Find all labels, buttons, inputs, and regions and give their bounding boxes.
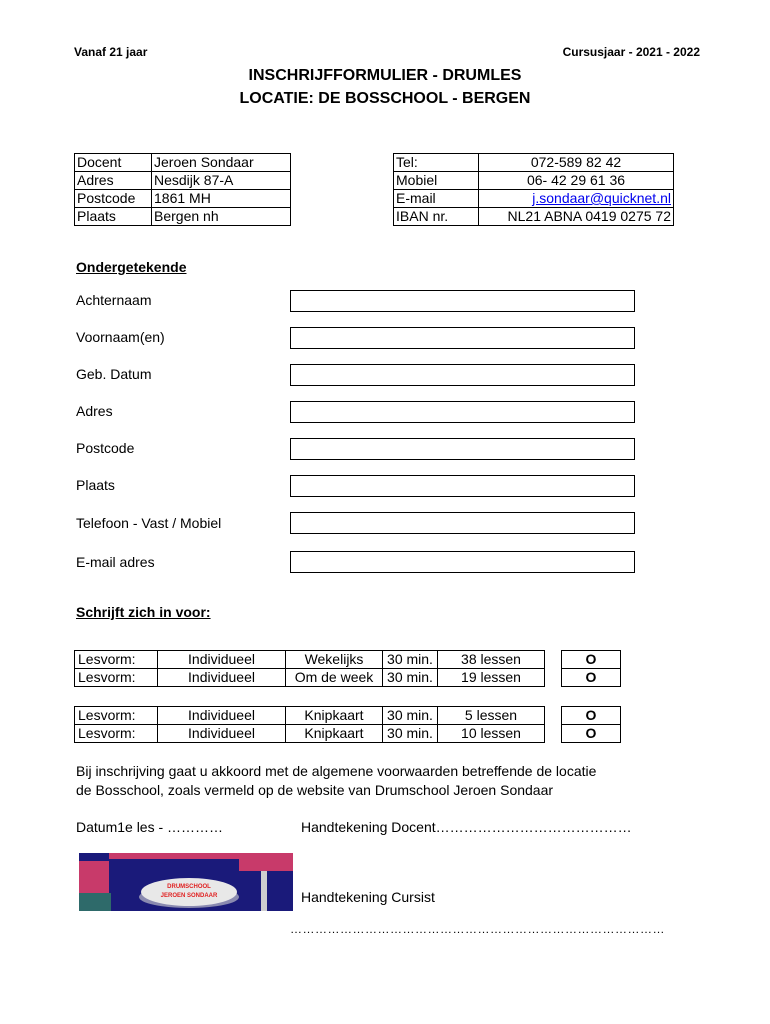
drumschool-logo <box>79 853 293 911</box>
email-input[interactable] <box>290 551 635 573</box>
logo-text-1: DRUMSCHOOL <box>167 884 211 890</box>
signee-heading: Ondergetekende <box>76 259 187 275</box>
lesson-count: 38 lessen <box>438 651 545 669</box>
field-label-plaats: Plaats <box>76 477 115 493</box>
first-lesson-date: Datum1e les - ………… <box>76 819 224 835</box>
lesson-table-weekly <box>74 650 621 687</box>
lesson-choice-option[interactable]: O <box>562 725 621 743</box>
course-year: Cursusjaar - 2021 - 2022 <box>562 45 700 59</box>
phone-input[interactable] <box>290 512 635 534</box>
contact-value: NL21 ABNA 0419 0275 72 <box>479 208 674 226</box>
page-subtitle: LOCATIE: DE BOSSCHOOL - BERGEN <box>239 90 531 107</box>
lesson-duration: 30 min. <box>383 669 438 687</box>
contact-info-table <box>393 153 674 226</box>
contact-row <box>394 208 674 226</box>
lesson-count: 19 lessen <box>438 669 545 687</box>
teacher-row <box>75 154 291 172</box>
contact-label: Mobiel <box>394 172 479 190</box>
contact-value: 072-589 82 42 <box>479 154 674 172</box>
lesson-row <box>75 707 621 725</box>
lesson-row <box>75 651 621 669</box>
logo-image <box>79 853 293 911</box>
voornaam-input[interactable] <box>290 327 635 349</box>
logo-text-2: JEROEN SONDAAR <box>160 893 218 899</box>
student-signature-line: ……………………………………………………………………………… <box>290 922 665 936</box>
lesson-row <box>75 669 621 687</box>
teacher-label: Plaats <box>75 208 152 226</box>
lesson-frequency: Om de week <box>286 669 383 687</box>
lesvorm-label: Lesvorm: <box>75 707 158 725</box>
page-title: INSCHRIJFFORMULIER - DRUMLES <box>248 67 522 84</box>
contact-label: E-mail <box>394 190 479 208</box>
contact-label: Tel: <box>394 154 479 172</box>
field-label-postcode: Postcode <box>76 440 135 456</box>
lesson-type: Individueel <box>158 725 286 743</box>
field-label-achternaam: Achternaam <box>76 292 152 308</box>
lesvorm-label: Lesvorm: <box>75 651 158 669</box>
city-input[interactable] <box>290 475 635 497</box>
lesson-table-punchcard <box>74 706 621 743</box>
lesson-frequency: Knipkaart <box>286 725 383 743</box>
terms-line-2: de Bosschool, zoals vermeld op de website van Drumschool Jeroen Sondaar <box>76 782 554 798</box>
lesson-duration: 30 min. <box>383 725 438 743</box>
terms-line-1: Bij inschrijving gaat u akkoord met de algemene voorwaarden betreffende de locatie <box>76 763 597 779</box>
contact-value: 06- 42 29 61 36 <box>479 172 674 190</box>
lesson-frequency: Wekelijks <box>286 651 383 669</box>
lesson-count: 10 lessen <box>438 725 545 743</box>
postcode-input[interactable] <box>290 438 635 460</box>
contact-label: IBAN nr. <box>394 208 479 226</box>
teacher-value: Bergen nh <box>152 208 291 226</box>
lesson-duration: 30 min. <box>383 707 438 725</box>
teacher-label: Adres <box>75 172 152 190</box>
contact-row <box>394 154 674 172</box>
lesson-choice-option[interactable]: O <box>562 651 621 669</box>
teacher-label: Postcode <box>75 190 152 208</box>
lesson-type: Individueel <box>158 669 286 687</box>
lesson-duration: 30 min. <box>383 651 438 669</box>
enroll-heading: Schrijft zich in voor: <box>76 604 211 620</box>
achternaam-input[interactable] <box>290 290 635 312</box>
teacher-row <box>75 208 291 226</box>
lesson-choice-option[interactable]: O <box>562 669 621 687</box>
address-input[interactable] <box>290 401 635 423</box>
lesvorm-label: Lesvorm: <box>75 725 158 743</box>
teacher-value: Jeroen Sondaar <box>152 154 291 172</box>
teacher-row <box>75 190 291 208</box>
field-label-adres: Adres <box>76 403 113 419</box>
teacher-value: Nesdijk 87-A <box>152 172 291 190</box>
field-label-telefoon: Telefoon - Vast / Mobiel <box>76 515 222 531</box>
student-signature-label: Handtekening Cursist <box>301 889 435 905</box>
teacher-row <box>75 172 291 190</box>
birthdate-input[interactable] <box>290 364 635 386</box>
lesvorm-label: Lesvorm: <box>75 669 158 687</box>
field-label-geb-datum: Geb. Datum <box>76 366 152 382</box>
lesson-type: Individueel <box>158 651 286 669</box>
contact-row <box>394 172 674 190</box>
teacher-label: Docent <box>75 154 152 172</box>
teacher-signature-line: Handtekening Docent…………………………………… <box>301 819 632 835</box>
age-note: Vanaf 21 jaar <box>74 45 148 59</box>
lesson-count: 5 lessen <box>438 707 545 725</box>
teacher-value: 1861 MH <box>152 190 291 208</box>
email-link[interactable]: j.sondaar@quicknet.nl <box>532 190 671 206</box>
lesson-type: Individueel <box>158 707 286 725</box>
field-label-email: E-mail adres <box>76 554 155 570</box>
field-label-voornaam: Voornaam(en) <box>76 329 165 345</box>
lesson-frequency: Knipkaart <box>286 707 383 725</box>
teacher-info-table <box>74 153 291 226</box>
lesson-choice-option[interactable]: O <box>562 707 621 725</box>
contact-row <box>394 190 674 208</box>
lesson-row <box>75 725 621 743</box>
